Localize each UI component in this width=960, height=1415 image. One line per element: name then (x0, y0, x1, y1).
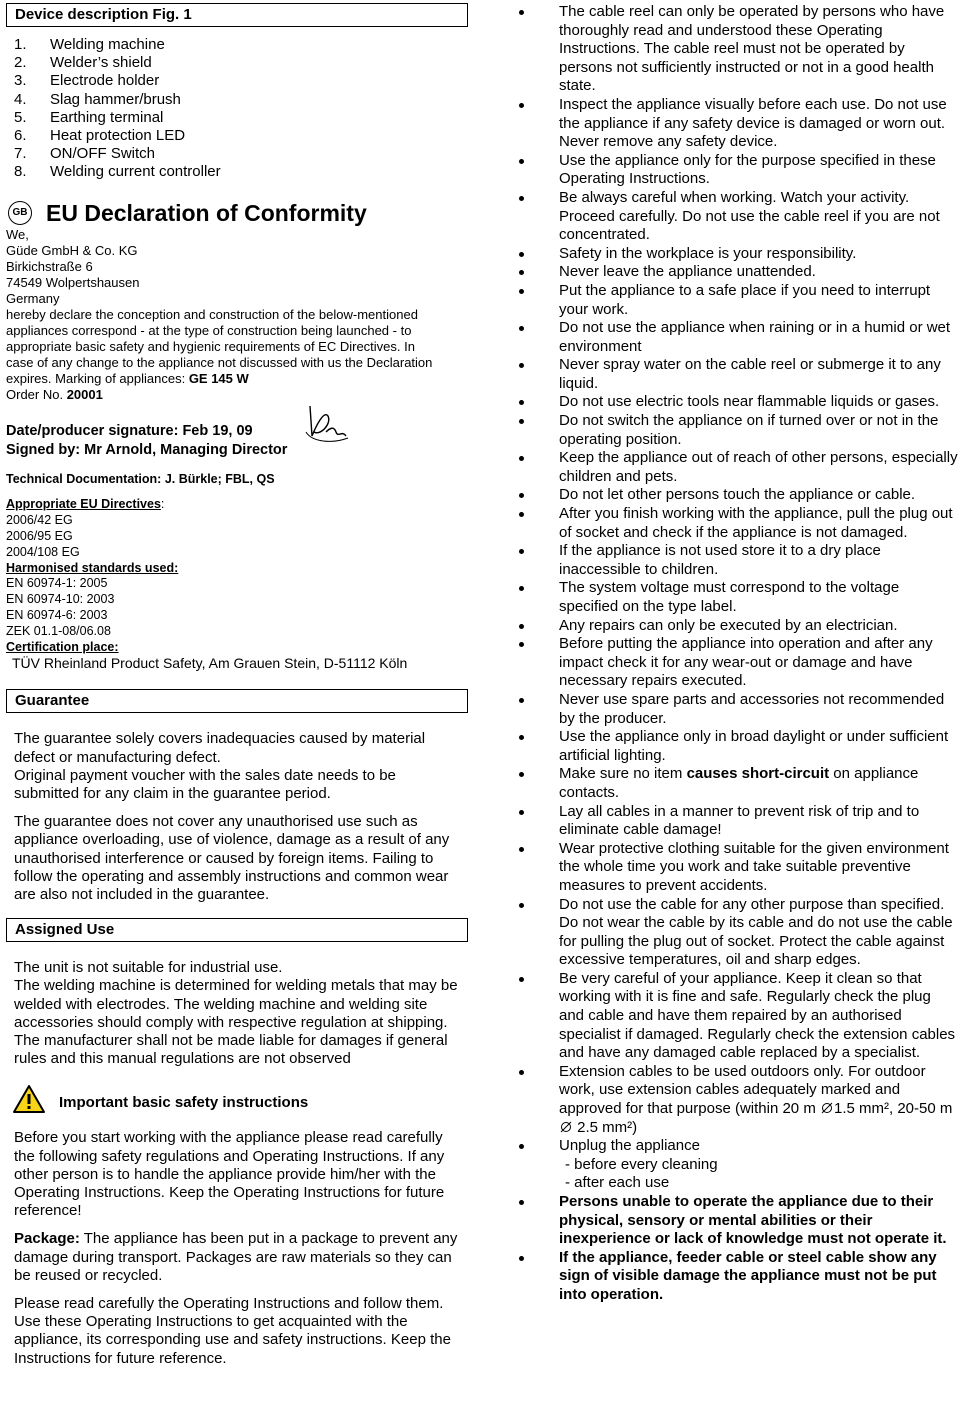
list-item: The cable reel can only be operated by persons who have thoroughly read and understood these Operating Instructions. The cable reel must not be operated by persons not sufficiently instructed or not in a good health state. (512, 3, 960, 96)
list-item: 3. Electrode holder (14, 72, 160, 90)
sub-item: - before every cleaning (565, 1155, 718, 1173)
list-item: Wear protective clothing suitable for the given environment the whole time you work and take suitable preventive measures to prevent accidents. (512, 840, 960, 896)
device-parts-list (6, 36, 468, 182)
list-item: The system voltage must correspond to the voltage specified on the type label. (512, 579, 960, 616)
list-item: Never use spare parts and accessories not recommended by the producer. (512, 691, 960, 728)
list-item: Make sure no item causes short-circuit on appliance contacts. (512, 765, 960, 802)
list-item: Lay all cables in a manner to prevent risk of trip and to eliminate cable damage! (512, 803, 960, 840)
assigned-use-text: The unit is not suitable for industrial use. The welding machine is determined for welding metals that may be welded with electrodes. The welding machine and welding site accessories should comply with respective regulation at shipping. The manufacturer shall not be made liable for damages if general rules and this manual regulations are not observed (14, 959, 458, 1068)
standard-item: EN 60974-10: 2003 (6, 592, 115, 607)
list-item: 7. ON/OFF Switch (14, 145, 156, 163)
safety-rules-list (512, 3, 960, 1305)
list-item: Never leave the appliance unattended. (512, 263, 960, 282)
declaration-title: EU Declaration of Conformity (46, 199, 367, 226)
date-signature-line: Date/producer signature: Feb 19, 09 (6, 422, 253, 439)
declaration-heading (6, 200, 468, 227)
list-item: Safety in the workplace is your responsibility. (512, 245, 960, 264)
declaration-body: hereby declare the conception and construction of the below-mentioned appliances correspond - at the type of construction being launched - to appropriate basic safety and hygienic requirements of EC Directives. In case of any change to the appliance not discussed with us the Declaration expires. Marking of appliances: GE 145 W Order No. 20001 (6, 306, 433, 402)
signed-by-line: Signed by: Mr Arnold, Managing Director (6, 441, 288, 458)
tech-doc: Technical Documentation: J. Bürkle; FBL, QS (6, 471, 275, 486)
list-item: Do not use the cable for any other purpose than specified. Do not wear the cable by its cable and do not use the cable for pulling the plug out of socket. Protect the cable against excessive temperatures, oil and sharp edges. (512, 896, 960, 970)
list-item: If the appliance is not used store it to a dry place inaccessible to children. (512, 542, 960, 579)
guarantee-title: Guarantee (6, 689, 468, 713)
standard-item: ZEK 01.1-08/06.08 (6, 623, 111, 638)
fig-title: Device description Fig. 1 (6, 3, 468, 27)
directive-item: 2006/95 EG (6, 529, 73, 544)
list-item: Keep the appliance out of reach of other persons, especially children and pets. (512, 449, 960, 486)
list-item: Inspect the appliance visually before each use. Do not use the appliance if any safety device is damaged or worn out. Never remove any safety device. (512, 96, 960, 152)
list-item: Do not use electric tools near flammable liquids or gases. (512, 393, 960, 412)
assigned-use-title: Assigned Use (6, 918, 468, 942)
safety-text: Before you start working with the appliance please read carefully the following safety regulations and Operating Instructions. If any other person is to handle the appliance provide him/her with the Operating Instructions. Keep the Operating Instructions for future reference! Package: The appliance has been put in a package to prevent any damage during transport. Packages are raw materials so they can be reused or recycled. Please read carefully the Operating Instructions and follow them. Use these Operating Instructions to get acquainted with the appliance, its corresponding use and safety instructions. Keep the Instructions for future reference. (14, 1129, 458, 1367)
list-item: Do not switch the appliance on if turned over or not in the operating position. (512, 412, 960, 449)
directive-item: 2006/42 EG (6, 513, 73, 528)
address-line: We, (6, 226, 29, 242)
address-line: Güde GmbH & Co. KG (6, 242, 138, 258)
list-item: If the appliance, feeder cable or steel cable show any sign of visible damage the appliance must not be put into operation. (512, 1249, 960, 1305)
list-item: Put the appliance to a safe place if you need to interrupt your work. (512, 282, 960, 319)
list-item: Be very careful of your appliance. Keep it clean so that working with it is fine and safe. Regularly check the plug and cable and have them repaired by an authorised specialist if damaged. Regularly check the extension cables and have any damaged cable replaced by a specialist. (512, 970, 960, 1063)
list-item: Be always careful when working. Watch your activity. Proceed carefully. Do not use the cable reel if you are not concentrated. (512, 189, 960, 245)
list-item: 5. Earthing terminal (14, 108, 164, 126)
address-line: Birkichstraße 6 (6, 258, 93, 274)
directives-block (6, 497, 468, 655)
list-item: 8. Welding current controller (14, 163, 221, 181)
list-item: Before putting the appliance into operation and after any impact check it for any wear-out or damage and have necessary repairs executed. (512, 635, 960, 691)
list-item: Do not let other persons touch the appliance or cable. (512, 486, 960, 505)
standard-item: EN 60974-1: 2005 (6, 576, 108, 591)
address-line: 74549 Wolpertshausen (6, 274, 140, 290)
diameter-icon (820, 1102, 834, 1114)
list-item: Use the appliance only in broad daylight or under sufficient artificial lighting. (512, 728, 960, 765)
warning-triangle-icon (12, 1084, 46, 1114)
guarantee-text: The guarantee solely covers inadequacies caused by material defect or manufacturing defect. Original payment voucher with the sales date needs to be submitted for any claim in the guarantee period. The guarantee does not cover any unauthorised use such as appliance overloading, use of violence, damage as a result of any unauthorised interference or caused by foreign items. Failing to follow the operating and assembly instructions and common wear are also not included in the guarantee. (14, 730, 450, 904)
list-item: 2. Welder’s shield (14, 54, 152, 72)
list-item: Use the appliance only for the purpose specified in these Operating Instructions. (512, 152, 960, 189)
list-item: Unplug the appliance - before every cleaning - after each use (512, 1137, 960, 1193)
list-item: Extension cables to be used outdoors only. For outdoor work, use extension cables adequately marked and approved for that purpose (within 20 m 1.5 mm², 20-50 m 2.5 mm²) (512, 1063, 960, 1137)
list-item: Never spray water on the cable reel or submerge it to any liquid. (512, 356, 960, 393)
cert-label: Certification place: (6, 639, 119, 654)
address-line: Germany (6, 290, 60, 306)
gb-badge: GB (8, 201, 32, 225)
list-item: 4. Slag hammer/brush (14, 90, 181, 108)
list-item: 1. Welding machine (14, 36, 165, 53)
sub-item: - after each use (565, 1174, 670, 1192)
cert-place: TÜV Rheinland Product Safety, Am Grauen Stein, D-51112 Köln (12, 655, 408, 672)
diameter-icon (559, 1121, 573, 1133)
signature-block (6, 422, 468, 460)
safety-title: Important basic safety instructions (59, 1093, 309, 1111)
standards-label: Harmonised standards used: (6, 560, 179, 575)
list-item: 6. Heat protection LED (14, 127, 186, 145)
standard-item: EN 60974-6: 2003 (6, 608, 108, 622)
left-column (6, 3, 468, 1368)
list-item: Do not use the appliance when raining or in a humid or wet environment (512, 319, 960, 356)
directives-label: Appropriate EU Directives: (6, 497, 165, 512)
safety-heading (6, 1084, 468, 1114)
list-item: After you finish working with the appliance, pull the plug out of socket and check if the appliance is not damaged. (512, 505, 960, 542)
signature-graphic (302, 402, 350, 446)
address-block (6, 227, 468, 307)
list-item: Any repairs can only be executed by an electrician. (512, 617, 960, 636)
directive-item: 2004/108 EG (6, 544, 80, 559)
right-column (512, 3, 960, 1305)
list-item: Persons unable to operate the appliance due to their physical, sensory or mental abilities or their inexperience or lack of knowledge must not operate it. (512, 1193, 960, 1249)
